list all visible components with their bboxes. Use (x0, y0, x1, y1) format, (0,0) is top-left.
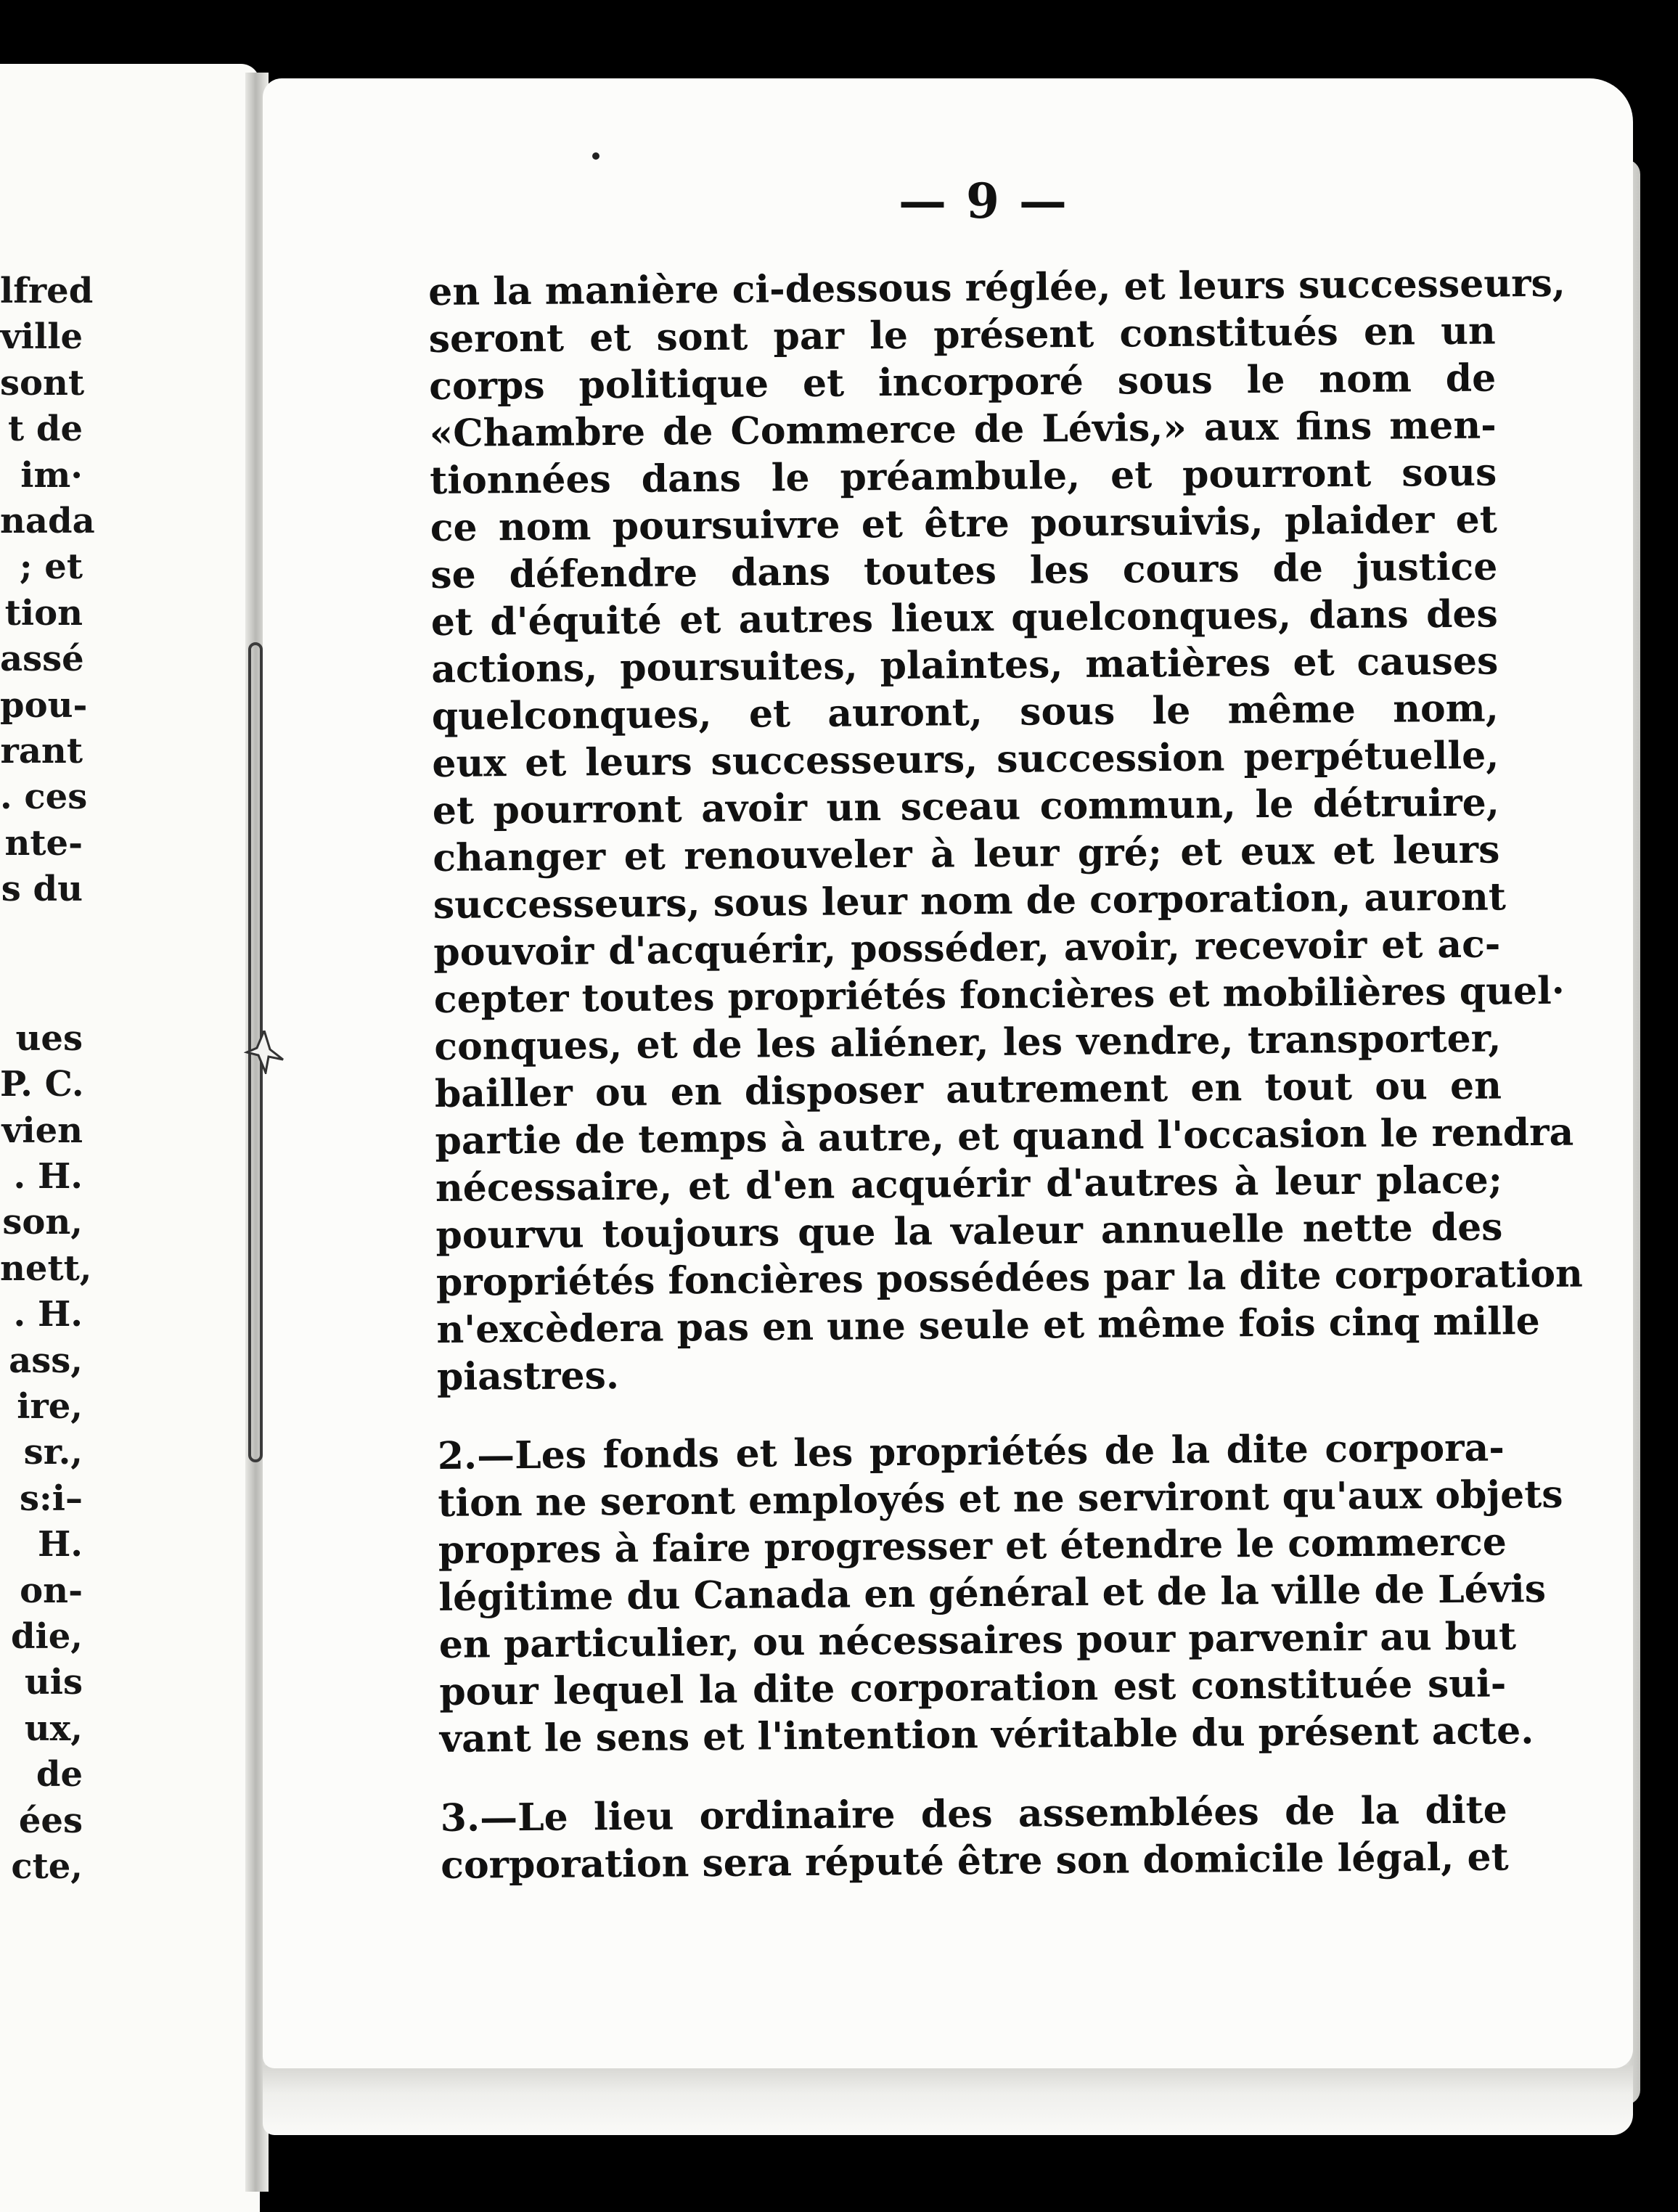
text-line: bailler ou en disposer autrement en tout ou en (434, 1063, 1502, 1116)
left-fragment: im· (20, 454, 83, 496)
section-3 (441, 1786, 1508, 1889)
left-fragment: assé (0, 639, 84, 680)
left-fragment: . ces (0, 777, 88, 818)
left-gap (0, 913, 83, 1016)
left-fragment: ux, (24, 1708, 83, 1749)
left-fragment: ass, (9, 1340, 83, 1381)
text-line: se défendre dans toutes les cours de justice (430, 544, 1498, 597)
text-line: piastres. (436, 1353, 620, 1399)
paragraph-1 (428, 260, 1584, 1400)
left-fragment: nada (0, 501, 95, 542)
text-line: en particulier, ou nécessaires pour parvenir au but (438, 1614, 1517, 1667)
left-fragment: sont (0, 362, 85, 404)
text-line (441, 1786, 1507, 1842)
left-fragment: tion (4, 592, 83, 634)
thread-knot-icon (244, 1031, 285, 1074)
text-line: en la manière ci-dessous réglée, et leurs successeurs, (428, 261, 1566, 314)
left-fragment: nte- (4, 822, 83, 864)
left-fragment: ; et (19, 546, 83, 588)
left-fragment: ées (18, 1800, 83, 1841)
text-line: et pourront avoir un sceau commun, le détruire, (432, 780, 1500, 833)
text-line: pourvu toujours que la valeur annuelle nette des (435, 1205, 1503, 1258)
left-fragment: cte, (11, 1846, 83, 1887)
text-line: légitime du Canada en général et de la ville de Lévis (438, 1566, 1547, 1620)
text-line: pour lequel la dite corporation est constituée sui- (439, 1661, 1507, 1714)
left-fragment: rant (0, 731, 83, 772)
text-line: tionnées dans le préambule, et pourront sous (430, 450, 1497, 503)
text-line: vant le sens et l'intention véritable du présent acte. (439, 1708, 1534, 1761)
text-line: nécessaire, et d'en acquérir d'autres à leur place; (435, 1158, 1503, 1211)
text-line (438, 1424, 1505, 1480)
left-fragment: nett, (0, 1248, 92, 1289)
text-line: successeurs, sous leur nom de corporation, auront (433, 874, 1507, 927)
text-line: n'excèdera pas en une seule et même fois cinq mille (436, 1299, 1540, 1352)
left-fragment: pou- (0, 684, 88, 726)
left-fragment: s:i– (20, 1478, 83, 1519)
left-fragment: lfred (0, 271, 94, 311)
left-fragment: P. C. (0, 1064, 84, 1105)
text-line: quelconques, et auront, sous le même nom, (431, 686, 1499, 739)
text-line: et d'équité et autres lieux quelconques, dans des (430, 591, 1499, 644)
left-fragment: son, (2, 1202, 83, 1243)
left-fragment: die, (10, 1615, 83, 1657)
page-body (428, 260, 1584, 1888)
left-fragment: . H. (13, 1294, 83, 1335)
page-bottom-edge (263, 2065, 1633, 2135)
section-number: 2. (437, 1433, 478, 1478)
left-fragment: t de (8, 409, 83, 450)
ink-speck (592, 152, 599, 160)
text-line: propriétés foncières possédées par la dite corporation (435, 1251, 1584, 1305)
left-fragment: uis (24, 1662, 83, 1703)
text-line: propres à faire progresser et étendre le commerce (438, 1520, 1507, 1573)
previous-page-text (0, 269, 95, 1890)
text-line: corps politique et incorporé sous le nom de (429, 356, 1497, 409)
text-line: conques, et de les aliéner, les vendre, transporter, (434, 1016, 1502, 1069)
section-text: —Les fonds et les propriétés de la dite corpora- (476, 1425, 1505, 1478)
text-line: tion ne seront employés et ne serviront qu'aux objets (438, 1472, 1563, 1525)
section-2 (437, 1424, 1563, 1763)
text-line: changer et renouveler à leur gré; et eux et leurs (433, 827, 1500, 880)
section-number: 3. (440, 1795, 480, 1840)
left-fragment: on- (20, 1570, 83, 1611)
page-number: — 9 — (899, 173, 1068, 229)
section-text: —Le lieu ordinaire des assemblées de la dite (479, 1787, 1507, 1840)
text-line: ce nom poursuivre et être poursuivis, plaider et (430, 497, 1498, 550)
left-fragment: ville (0, 316, 83, 358)
text-line: seront et sont par le présent constitués en un (428, 308, 1496, 361)
left-fragment: vien (1, 1110, 83, 1151)
text-line: eux et leurs successeurs, succession perpétuelle, (432, 733, 1499, 786)
text-line: partie de temps à autre, et quand l'occasion le rendra (435, 1110, 1574, 1163)
left-fragment: H. (37, 1524, 83, 1565)
left-fragment: . H. (13, 1155, 83, 1197)
left-fragment: de (36, 1754, 83, 1795)
previous-page (0, 64, 260, 2212)
left-fragment: sr., (23, 1432, 83, 1473)
left-fragment: s du (1, 869, 83, 910)
text-line: pouvoir d'acquérir, posséder, avoir, recevoir et ac- (433, 922, 1501, 975)
left-fragment: ire, (17, 1385, 83, 1427)
text-line: corporation sera réputé être son domicile légal, et (441, 1835, 1509, 1888)
text-line: cepter toutes propriétés foncières et mobilières quel· (433, 968, 1566, 1022)
text-line: «Chambre de Commerce de Lévis,» aux fins men- (429, 403, 1497, 456)
left-fragment: ues (15, 1017, 83, 1059)
text-line: actions, poursuites, plaintes, matières et causes (431, 639, 1499, 692)
